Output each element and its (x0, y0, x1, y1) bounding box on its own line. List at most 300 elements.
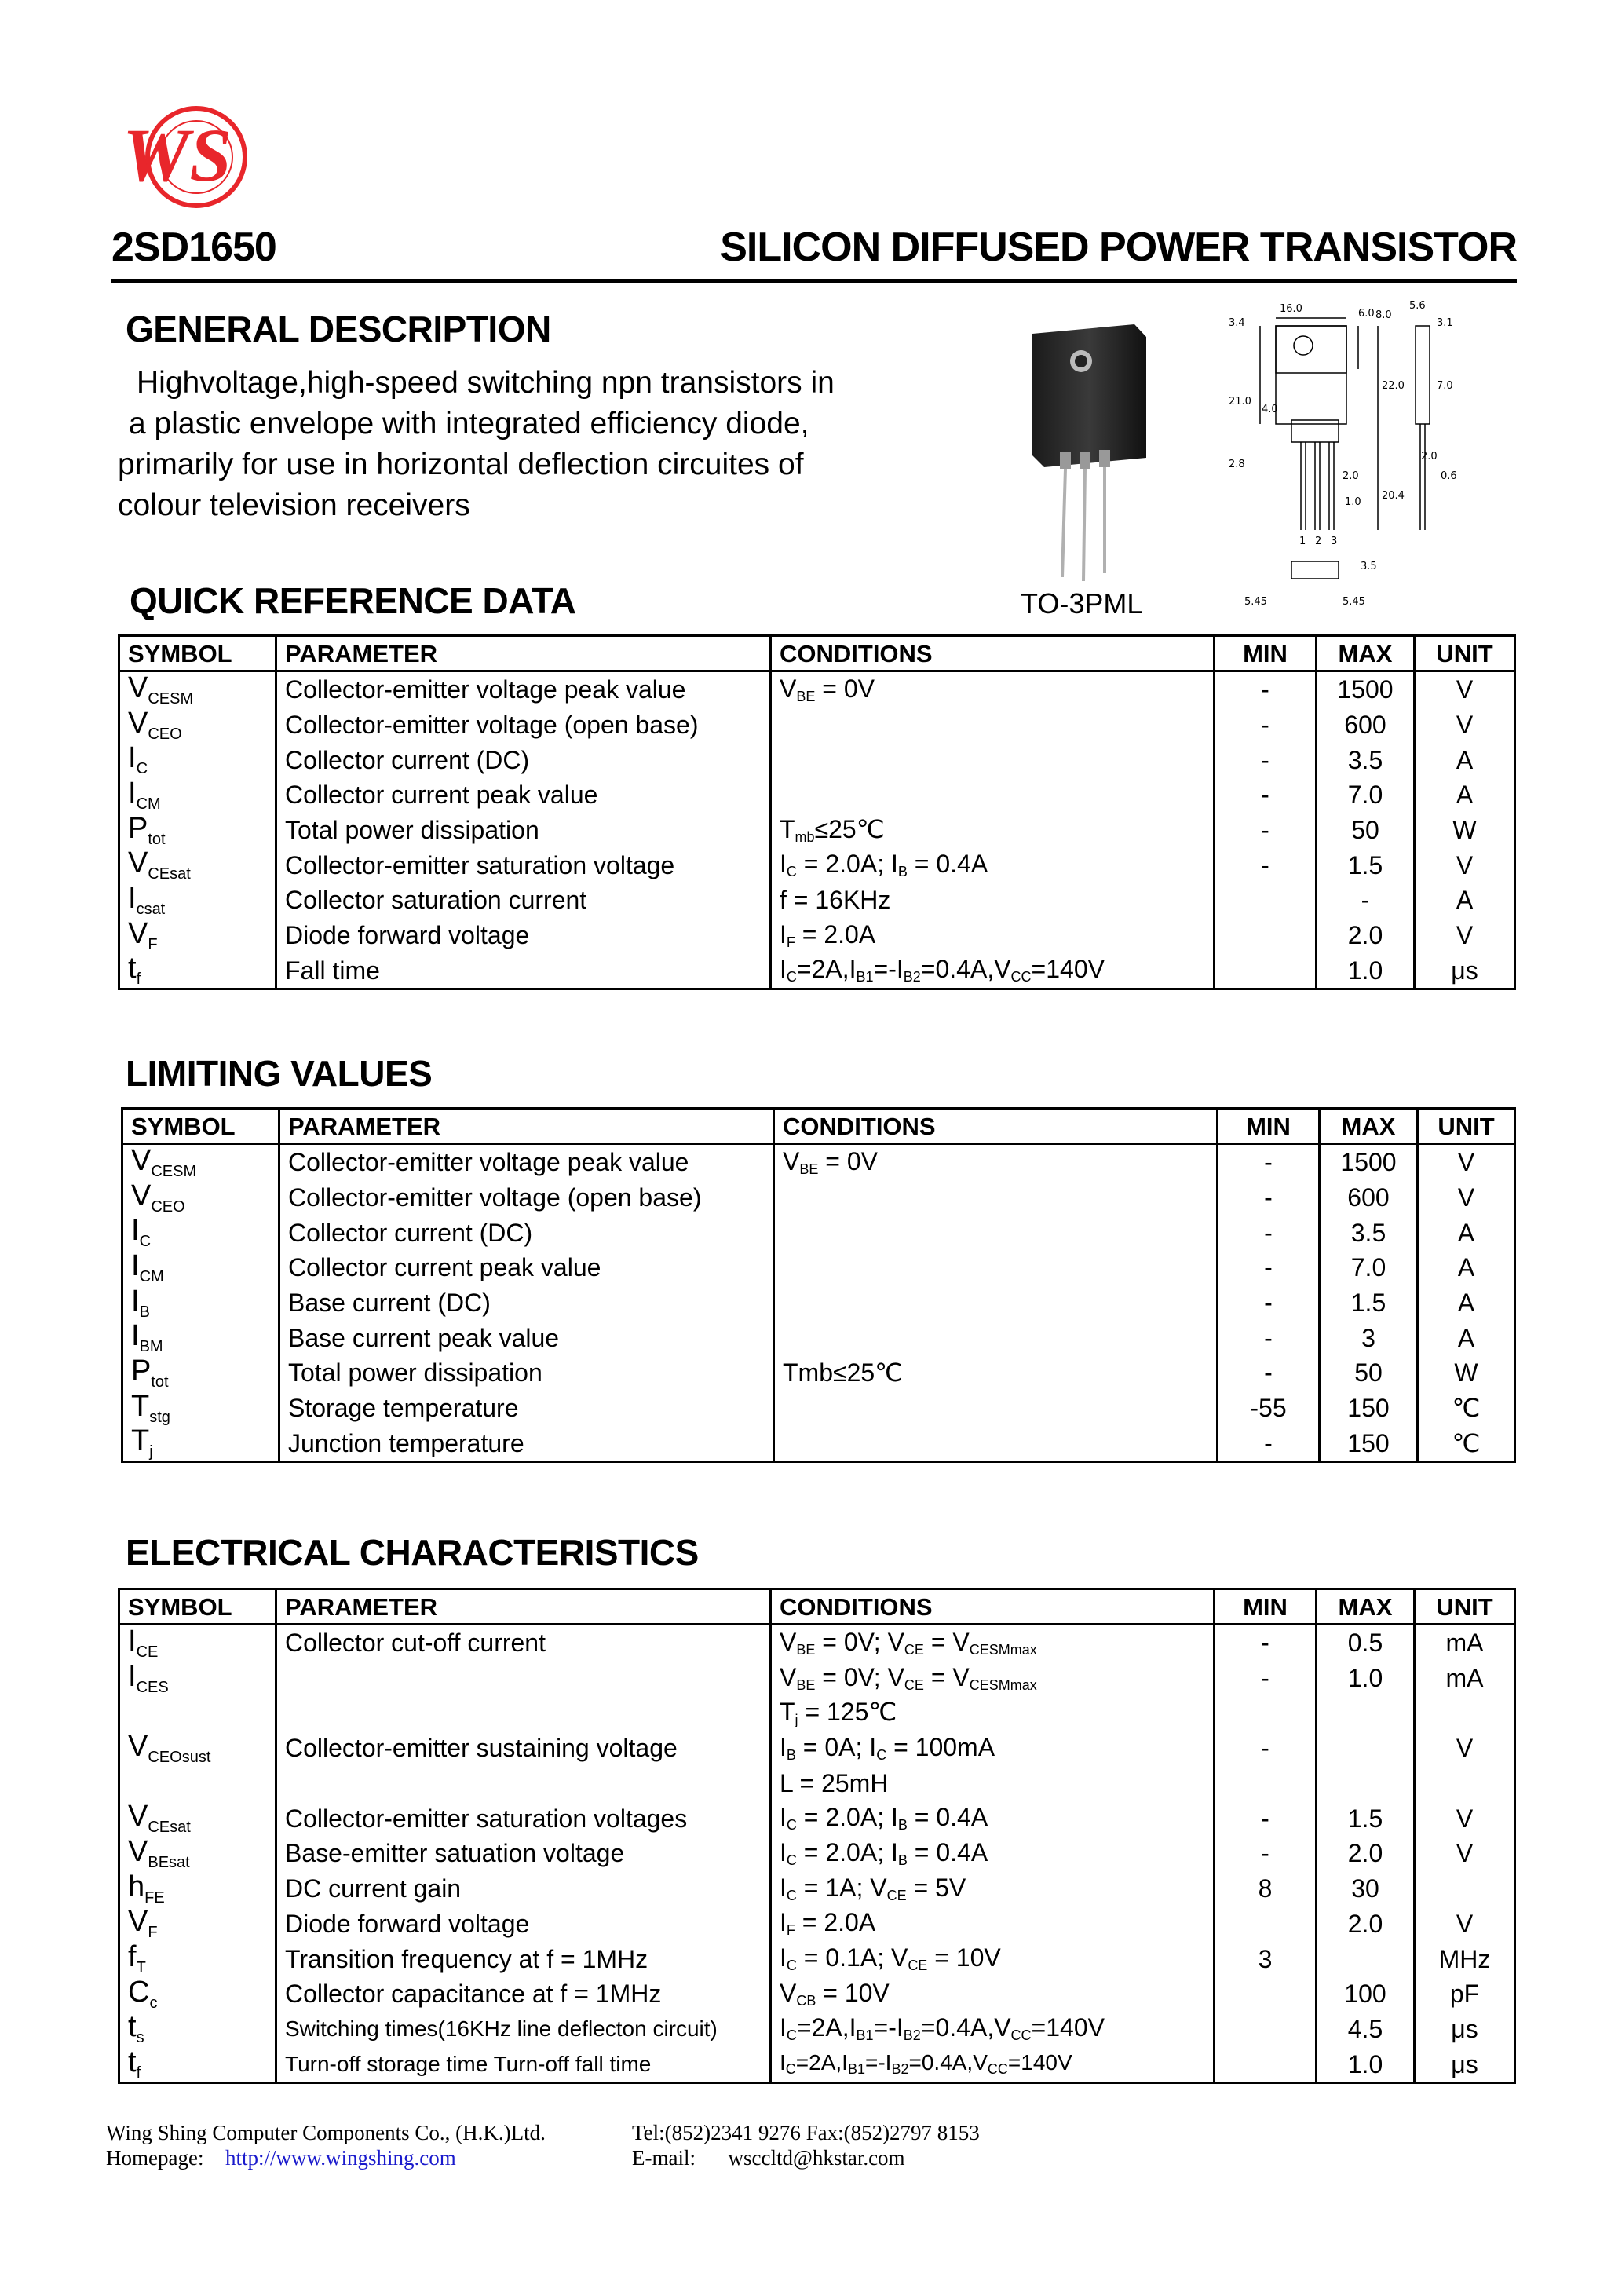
footer-tel-fax: Tel:(852)2341 9276 Fax:(852)2797 8153 (632, 2121, 980, 2144)
min-cell: -55 (1218, 1391, 1320, 1426)
condition-subscript: BE (796, 688, 816, 704)
conditions-cell (774, 1355, 1218, 1391)
symbol-cell (119, 1731, 276, 1766)
condition-subscript: F (786, 1922, 795, 1939)
min-cell (1215, 953, 1317, 989)
condition-symbol: I (842, 2050, 848, 2075)
symbol-letter: I (128, 1624, 137, 1658)
condition-symbol: I (896, 2013, 904, 2042)
conditions-cell (771, 1941, 1215, 1976)
condition-value: =140V (1007, 2050, 1072, 2075)
symbol-subscript: c (149, 1994, 158, 2012)
column-header: MAX (1317, 636, 1415, 671)
max-cell (1317, 1941, 1415, 1976)
table-row (122, 1180, 1515, 1216)
condition-value: =0.4A, (920, 955, 995, 984)
symbol-letter: I (131, 1285, 140, 1318)
condition-subscript: CE (908, 1958, 928, 1974)
min-cell (1215, 1695, 1317, 1731)
electrical-characteristics-table (118, 1588, 1516, 2084)
table-row (122, 1320, 1515, 1355)
symbol-cell (119, 813, 276, 848)
conditions-cell (771, 1766, 1215, 1801)
condition-value: f = 16KHz (780, 886, 891, 915)
symbol-cell (119, 1661, 276, 1696)
condition-symbol: I (849, 955, 857, 984)
symbol-letter: T (131, 1425, 150, 1458)
max-cell: 1.5 (1317, 847, 1415, 883)
symbol-letter: V (128, 1906, 148, 1939)
transistor-package-icon (1017, 318, 1158, 585)
condition-subscript: B (897, 1852, 908, 1868)
parameter-cell: Collector-emitter voltage peak value (279, 1144, 774, 1180)
symbol-cell (119, 847, 276, 883)
email-address[interactable]: wsccltd@hkstar.com (728, 2146, 905, 2170)
condition-value: =2A, (796, 2013, 849, 2042)
symbol-subscript: FE (144, 1888, 165, 1907)
condition-symbol: T (780, 1698, 795, 1727)
condition-value: = 0V (815, 674, 875, 703)
condition-symbol: V (870, 1873, 887, 1902)
table-row (119, 953, 1515, 989)
max-cell: 2.0 (1317, 1836, 1415, 1871)
min-cell: - (1218, 1144, 1320, 1180)
footer (106, 2120, 980, 2170)
max-cell: 150 (1320, 1426, 1418, 1462)
footer-homepage (106, 2145, 546, 2170)
max-cell: 1500 (1320, 1144, 1418, 1180)
condition-value: =0.4A, (920, 2013, 995, 2042)
conditions-cell (771, 1836, 1215, 1871)
symbol-cell (122, 1285, 279, 1321)
package-outline-drawing (1213, 294, 1480, 616)
condition-symbol: I (780, 2050, 786, 2075)
table-row (119, 1766, 1515, 1801)
table-row (119, 742, 1515, 777)
condition-symbol: I (849, 2013, 857, 2042)
max-cell: 3.5 (1317, 742, 1415, 777)
conditions-cell (771, 2012, 1215, 2047)
unit-cell: A (1418, 1215, 1515, 1250)
unit-cell: ℃ (1418, 1391, 1515, 1426)
condition-symbol: I (890, 850, 898, 879)
condition-value: = 0.4A (907, 1803, 988, 1832)
condition-value: = (923, 1662, 953, 1691)
condition-value: =2A, (795, 2050, 842, 2075)
condition-subscript: B2 (903, 2027, 921, 2044)
condition-subscript: C (786, 864, 797, 880)
symbol-cell (119, 1836, 276, 1871)
symbol-subscript: tot (151, 1373, 169, 1391)
dim-label: 2.0 (1343, 470, 1359, 482)
dim-label: 8.0 (1375, 309, 1392, 321)
table-row (119, 1871, 1515, 1907)
column-header: PARAMETER (276, 636, 771, 671)
symbol-subscript: CES (136, 1678, 169, 1696)
min-cell (1215, 1766, 1317, 1801)
dim-label: 22.0 (1382, 380, 1405, 392)
column-header: MIN (1215, 1589, 1317, 1625)
parameter-cell: Fall time (276, 953, 771, 989)
condition-value: = (923, 1627, 953, 1656)
table-row (119, 1801, 1515, 1836)
min-cell: - (1215, 707, 1317, 743)
condition-value: = 0.1A; (796, 1943, 891, 1972)
table-row (119, 1625, 1515, 1661)
symbol-letter: V (128, 1801, 148, 1834)
table-row (122, 1426, 1515, 1462)
symbol-subscript: CEsat (148, 865, 191, 883)
table-row (119, 707, 1515, 743)
conditions-cell (774, 1391, 1218, 1426)
symbol-cell (119, 742, 276, 777)
unit-cell: V (1415, 1801, 1515, 1836)
dim-label: 2.8 (1229, 459, 1245, 470)
max-cell (1317, 1731, 1415, 1766)
parameter-cell: Collector-emitter saturation voltages (276, 1801, 771, 1836)
min-cell: - (1218, 1355, 1320, 1391)
symbol-subscript: stg (149, 1408, 170, 1426)
parameter-cell: Base current (DC) (279, 1285, 774, 1321)
condition-value: = 100mA (886, 1732, 995, 1761)
dim-label: 3.1 (1437, 317, 1453, 329)
condition-subscript: CC (987, 2061, 1008, 2078)
symbol-letter: I (128, 742, 137, 775)
conditions-cell (771, 1731, 1215, 1766)
unit-cell: W (1415, 813, 1515, 848)
conditions-cell (771, 918, 1215, 953)
condition-subscript: CC (1010, 969, 1032, 985)
condition-symbol: I (890, 1803, 898, 1832)
column-header: CONDITIONS (771, 636, 1215, 671)
conditions-cell (771, 813, 1215, 848)
max-cell: 0.5 (1317, 1625, 1415, 1661)
max-cell: - (1317, 883, 1415, 918)
max-cell: 1.5 (1320, 1285, 1418, 1321)
parameter-cell (276, 1695, 771, 1731)
unit-cell: V (1415, 847, 1515, 883)
conditions-cell (774, 1426, 1218, 1462)
min-cell: - (1215, 1801, 1317, 1836)
condition-symbol: I (885, 2050, 892, 2075)
symbol-letter: I (128, 883, 137, 915)
condition-subscript: CESMmax (969, 1641, 1037, 1658)
symbol-cell (122, 1355, 279, 1391)
condition-subscript: mb (795, 828, 815, 845)
unit-cell: MHz (1415, 1941, 1515, 1976)
symbol-letter: t (128, 952, 137, 985)
parameter-cell: Base-emitter satuation voltage (276, 1836, 771, 1871)
min-cell: - (1215, 742, 1317, 777)
condition-subscript: CB (796, 1992, 816, 2009)
column-header: MAX (1320, 1109, 1418, 1144)
unit-cell: μs (1415, 2012, 1515, 2047)
dim-label: 3.5 (1361, 561, 1377, 572)
min-cell: - (1218, 1250, 1320, 1285)
min-cell (1215, 918, 1317, 953)
conditions-cell (774, 1215, 1218, 1250)
unit-cell: V (1415, 671, 1515, 707)
symbol-cell (119, 1907, 276, 1942)
symbol-cell (119, 777, 276, 813)
symbol-cell (122, 1215, 279, 1250)
unit-cell: mA (1415, 1625, 1515, 1661)
symbol-letter: P (131, 1355, 152, 1387)
condition-subscript: BE (796, 1641, 816, 1658)
symbol-letter: V (128, 917, 148, 950)
condition-symbol: T (780, 814, 795, 843)
limiting-values-table (121, 1107, 1516, 1463)
column-header: CONDITIONS (774, 1109, 1218, 1144)
symbol-cell (122, 1144, 279, 1180)
symbol-subscript: F (148, 935, 158, 953)
unit-cell: A (1415, 777, 1515, 813)
symbol-letter: t (128, 2011, 137, 2044)
conditions-cell (771, 847, 1215, 883)
symbol-subscript: csat (136, 900, 166, 918)
dim-label: 7.0 (1437, 380, 1453, 392)
condition-value: = 0.4A (907, 850, 988, 879)
pin-label: 3 (1331, 536, 1338, 547)
symbol-cell (119, 883, 276, 918)
symbol-cell (119, 1976, 276, 2012)
symbol-letter: I (131, 1250, 140, 1282)
condition-value: Tmb≤25℃ (783, 1358, 904, 1387)
condition-subscript: B (786, 1746, 796, 1763)
column-header: SYMBOL (119, 1589, 276, 1625)
column-header: UNIT (1415, 636, 1515, 671)
dim-label: 5.45 (1244, 596, 1267, 608)
dim-label: 6.0 (1358, 308, 1375, 320)
min-cell: - (1215, 1625, 1317, 1661)
parameter-cell: Storage temperature (279, 1391, 774, 1426)
condition-symbol: I (780, 955, 787, 984)
general-description-text (118, 363, 903, 526)
parameter-cell: Collector saturation current (276, 883, 771, 918)
table-row (122, 1250, 1515, 1285)
condition-symbol: V (887, 1662, 904, 1691)
min-cell (1215, 2046, 1317, 2082)
condition-symbol: V (973, 2050, 988, 2075)
symbol-cell (119, 1766, 276, 1801)
max-cell: 2.0 (1317, 1907, 1415, 1942)
min-cell (1215, 2012, 1317, 2047)
parameter-cell: Collector current (DC) (279, 1215, 774, 1250)
symbol-letter: I (131, 1215, 140, 1248)
conditions-cell (771, 1907, 1215, 1942)
max-cell: 150 (1320, 1391, 1418, 1426)
condition-subscript: C (785, 2061, 796, 2078)
parameter-cell: Diode forward voltage (276, 1907, 771, 1942)
max-cell (1317, 1695, 1415, 1731)
description-line: colour television receivers (118, 488, 470, 522)
conditions-cell (774, 1285, 1218, 1321)
symbol-subscript: CEO (151, 1197, 185, 1216)
email-label: E-mail: (632, 2146, 696, 2170)
condition-subscript: BE (799, 1161, 819, 1177)
column-header: PARAMETER (279, 1109, 774, 1144)
unit-cell: μs (1415, 2046, 1515, 2082)
dim-label: 20.4 (1382, 490, 1405, 502)
unit-cell: V (1418, 1144, 1515, 1180)
parameter-cell: Collector current peak value (279, 1250, 774, 1285)
conditions-cell (771, 1801, 1215, 1836)
parameter-cell: DC current gain (276, 1871, 771, 1907)
condition-value: = 125℃ (798, 1698, 897, 1727)
condition-symbol: V (952, 1627, 970, 1656)
symbol-letter: T (131, 1390, 150, 1423)
symbol-letter: C (128, 1976, 150, 2009)
pin-label: 1 (1299, 536, 1306, 547)
parameter-cell: Collector capacitance at f = 1MHz (276, 1976, 771, 2012)
condition-value: = 2.0A; (796, 1803, 891, 1832)
table-row (119, 671, 1515, 707)
symbol-letter: I (131, 1320, 140, 1353)
symbol-letter: V (128, 1731, 148, 1763)
symbol-cell (119, 1801, 276, 1836)
description-line: a plastic envelope with integrated efficiency diode, (129, 407, 809, 441)
symbol-subscript: C (136, 760, 148, 778)
conditions-cell (771, 742, 1215, 777)
symbol-letter: I (128, 777, 137, 810)
document-title: SILICON DIFFUSED POWER TRANSISTOR (720, 225, 1517, 270)
symbol-cell (122, 1250, 279, 1285)
unit-cell: V (1415, 1907, 1515, 1942)
condition-value: = 5V (906, 1873, 966, 1902)
symbol-letter: f (128, 1941, 137, 1974)
condition-subscript: CE (904, 1641, 924, 1658)
condition-subscript: B2 (903, 969, 921, 985)
parameter-cell: Total power dissipation (276, 813, 771, 848)
condition-symbol: I (896, 955, 904, 984)
symbol-letter: V (128, 707, 148, 740)
max-cell: 1.0 (1317, 953, 1415, 989)
symbol-cell (119, 1871, 276, 1907)
min-cell: - (1218, 1285, 1320, 1321)
symbol-subscript: CESM (148, 689, 194, 707)
symbol-subscript: CM (139, 1267, 164, 1285)
condition-value: =- (864, 2050, 886, 2075)
condition-subscript: C (786, 2027, 797, 2044)
condition-symbol: V (780, 1978, 797, 2007)
unit-cell (1415, 1766, 1515, 1801)
parameter-cell: Collector current peak value (276, 777, 771, 813)
symbol-subscript: CEOsust (148, 1748, 211, 1766)
unit-cell: V (1415, 1836, 1515, 1871)
symbol-cell (119, 1695, 276, 1731)
condition-value: = 0V; (815, 1627, 888, 1656)
min-cell: 8 (1215, 1871, 1317, 1907)
condition-subscript: B2 (891, 2061, 909, 2078)
description-line: Highvoltage,high-speed switching npn transistors in (137, 366, 835, 400)
max-cell (1317, 1766, 1415, 1801)
symbol-subscript: BM (139, 1338, 163, 1356)
condition-value: = 0V (818, 1146, 878, 1175)
table-row (119, 2046, 1515, 2082)
logo-mark: WS (122, 113, 232, 197)
parameter-cell: Turn-off storage time Turn-off fall time (276, 2046, 771, 2082)
unit-cell: W (1418, 1355, 1515, 1391)
conditions-cell (771, 1976, 1215, 2012)
conditions-cell (774, 1250, 1218, 1285)
condition-symbol: V (994, 2013, 1011, 2042)
condition-value: =0.4A, (908, 2050, 974, 2075)
unit-cell: pF (1415, 1976, 1515, 2012)
conditions-cell (771, 1871, 1215, 1907)
unit-cell (1415, 1695, 1515, 1731)
conditions-cell (774, 1320, 1218, 1355)
package-photo (1017, 318, 1158, 585)
parameter-cell: Collector-emitter voltage (open base) (276, 707, 771, 743)
min-cell (1215, 1907, 1317, 1942)
column-header: UNIT (1418, 1109, 1515, 1144)
company-logo (118, 102, 259, 212)
table-row (119, 1836, 1515, 1871)
dim-label: 1.0 (1345, 496, 1361, 508)
footer-contact (632, 2120, 980, 2170)
max-cell: 2.0 (1317, 918, 1415, 953)
column-header: MAX (1317, 1589, 1415, 1625)
condition-symbol: I (869, 1732, 877, 1761)
max-cell: 1.0 (1317, 2046, 1415, 2082)
max-cell: 100 (1317, 1976, 1415, 2012)
dim-label: 2.0 (1421, 451, 1438, 462)
unit-cell: V (1415, 707, 1515, 743)
min-cell: - (1218, 1215, 1320, 1250)
table-row (119, 1976, 1515, 2012)
condition-symbol: V (952, 1662, 970, 1691)
homepage-label: Homepage: (106, 2146, 204, 2170)
table-row (119, 1941, 1515, 1976)
condition-subscript: C (786, 1852, 797, 1868)
min-cell: - (1215, 777, 1317, 813)
condition-symbol: I (780, 1873, 787, 1902)
package-name: TO-3PML (1021, 587, 1143, 620)
condition-subscript: B1 (856, 2027, 874, 2044)
condition-value: = 10V (816, 1978, 890, 2007)
parameter-cell: Diode forward voltage (276, 918, 771, 953)
symbol-subscript: tot (148, 830, 166, 848)
condition-subscript: C (786, 1958, 797, 1974)
parameter-cell (276, 1766, 771, 1801)
unit-cell: ℃ (1418, 1426, 1515, 1462)
homepage-link[interactable]: http://www.wingshing.com (225, 2146, 456, 2170)
symbol-subscript: B (139, 1303, 150, 1321)
max-cell: 7.0 (1317, 777, 1415, 813)
unit-cell: mA (1415, 1661, 1515, 1696)
condition-value: = 2.0A (795, 919, 876, 949)
condition-value: ≤25℃ (814, 814, 885, 843)
symbol-letter: V (128, 847, 148, 880)
condition-value: = 2.0A; (796, 850, 891, 879)
unit-cell: V (1415, 1731, 1515, 1766)
limiting-values-heading: LIMITING VALUES (126, 1053, 433, 1094)
conditions-cell (771, 1661, 1215, 1696)
dim-label: 0.6 (1441, 470, 1457, 482)
footer-company: Wing Shing Computer Components Co., (H.K.)Ltd. (106, 2121, 546, 2144)
unit-cell: A (1415, 883, 1515, 918)
condition-value: = 1A; (796, 1873, 871, 1902)
condition-subscript: C (876, 1746, 887, 1763)
condition-value: = 10V (927, 1943, 1001, 1972)
condition-symbol: V (890, 1943, 908, 1972)
condition-subscript: B1 (847, 2061, 865, 2078)
max-cell: 1500 (1317, 671, 1415, 707)
condition-subscript: C (786, 1817, 797, 1834)
conditions-cell (771, 707, 1215, 743)
min-cell: - (1215, 1731, 1317, 1766)
symbol-cell (119, 2046, 276, 2082)
